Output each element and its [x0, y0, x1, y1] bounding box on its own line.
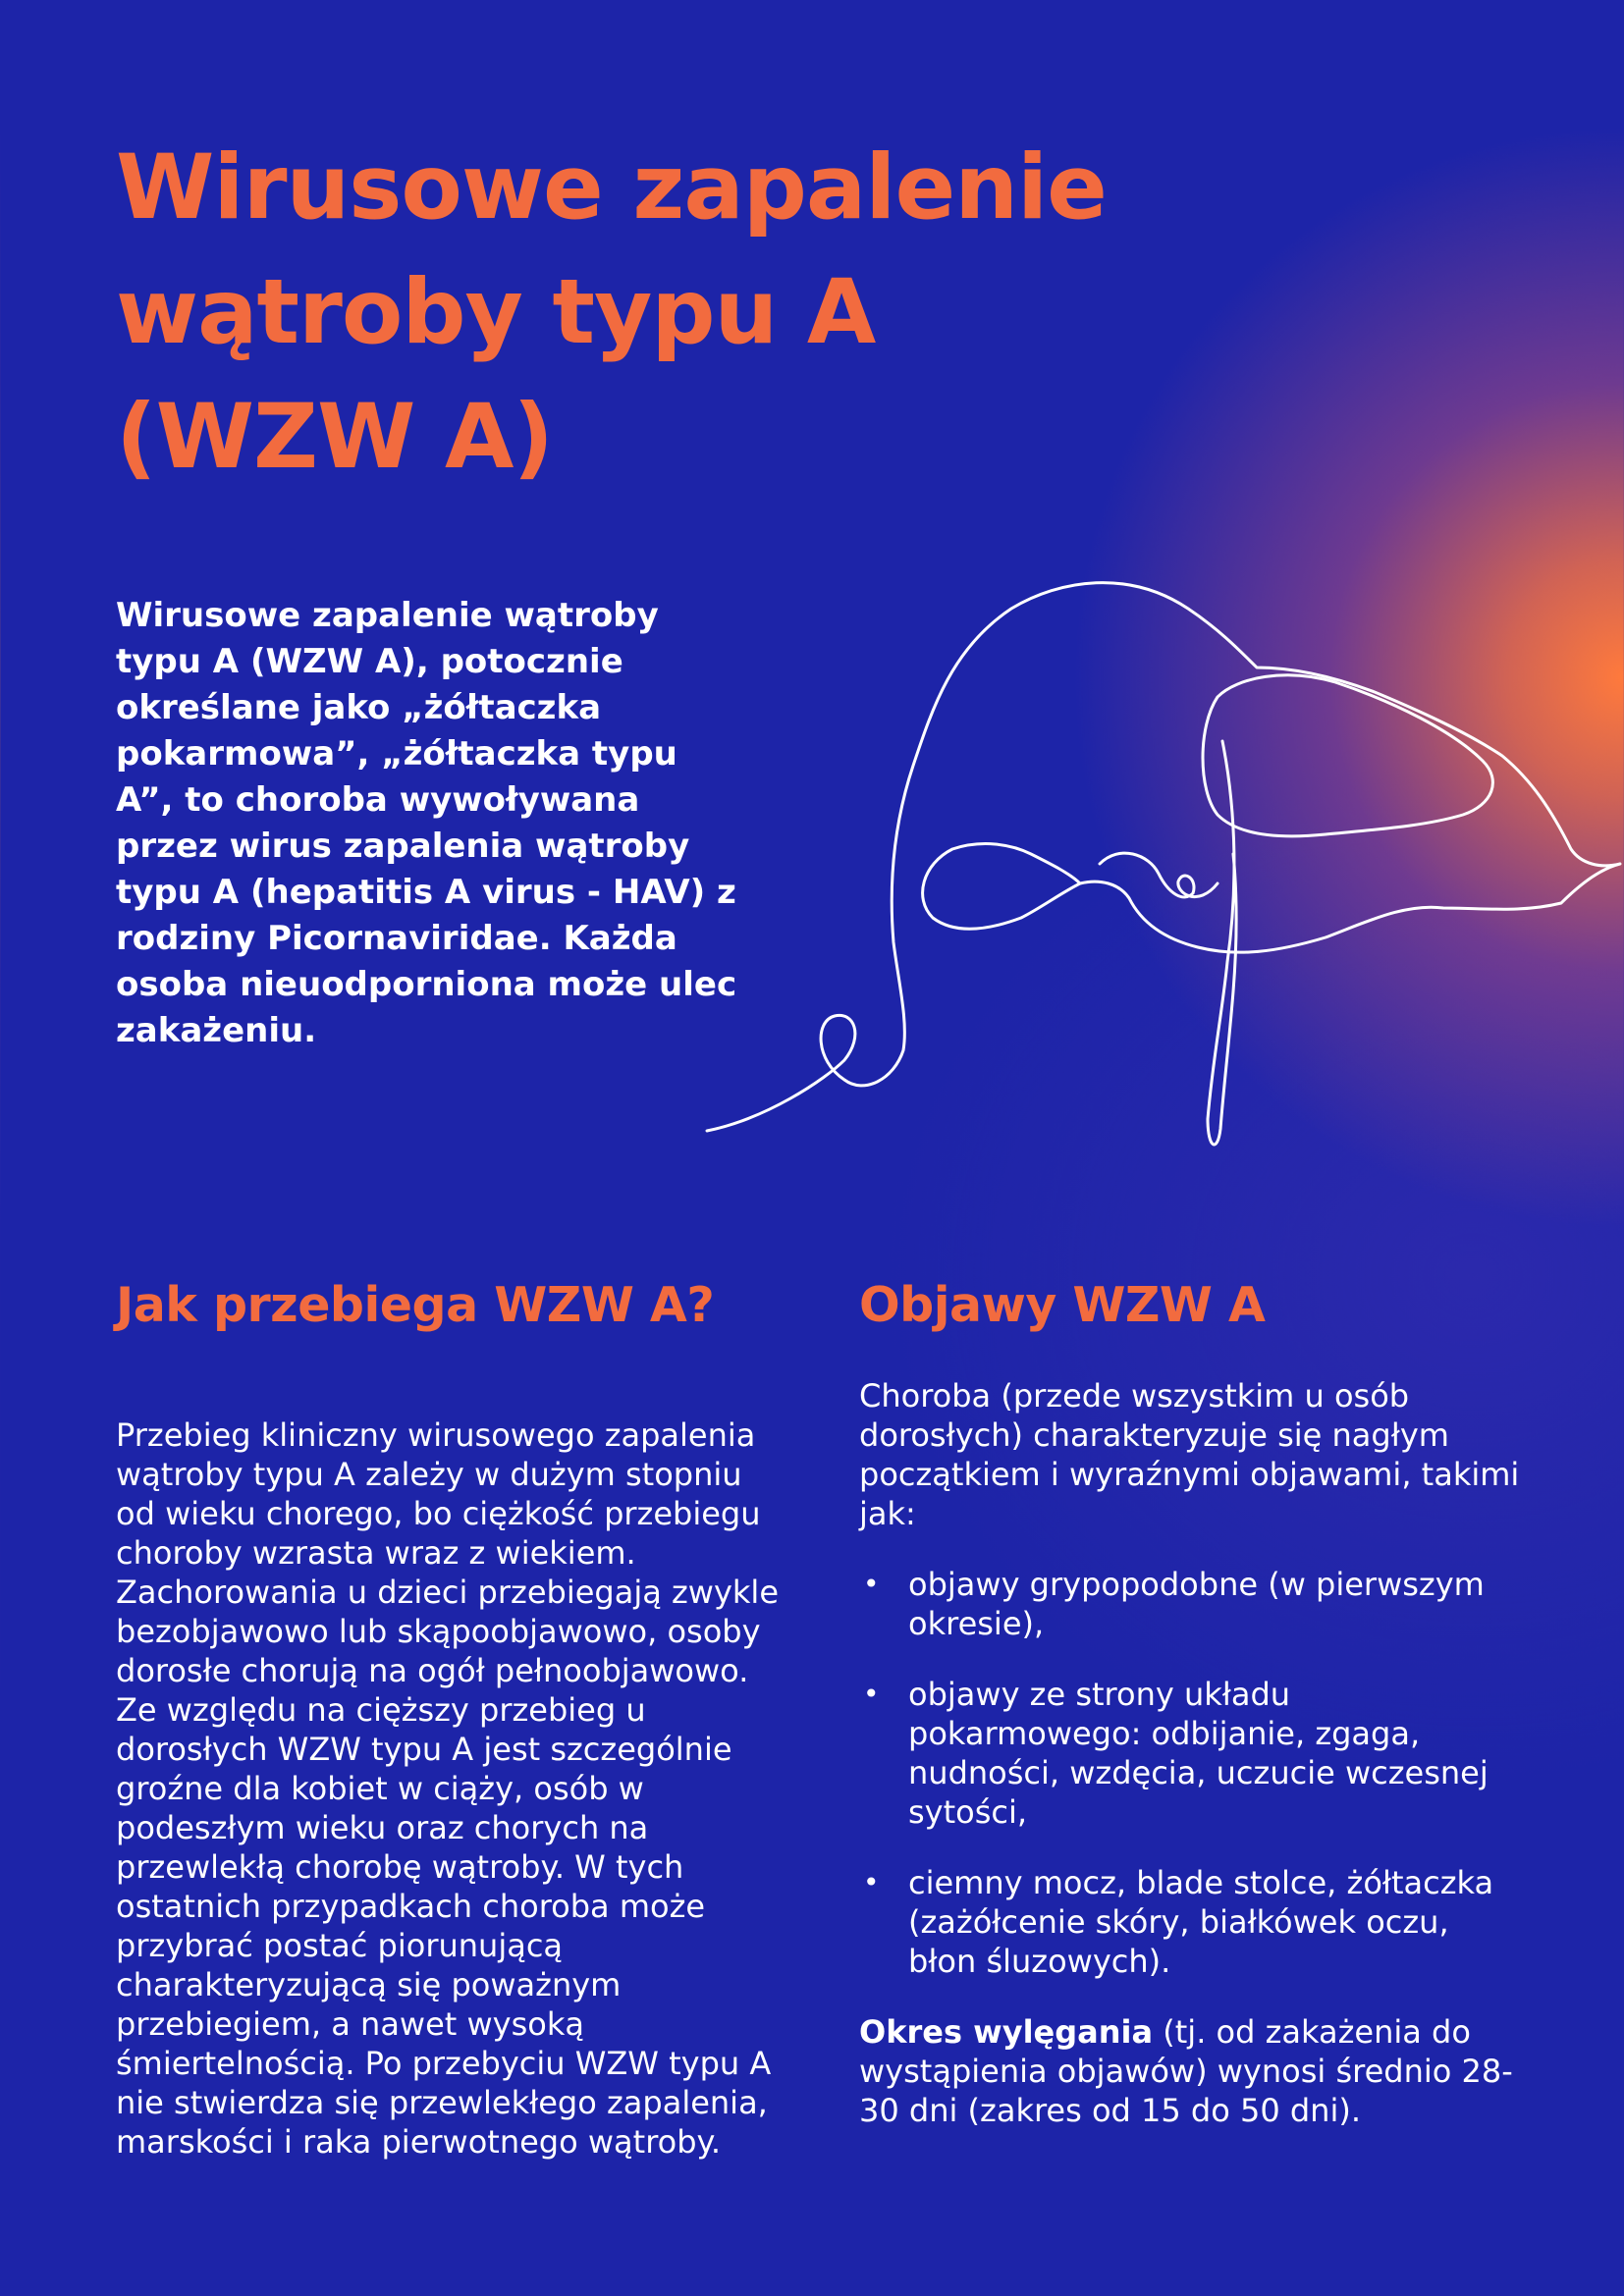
list-item: [859, 1675, 1527, 1832]
symptoms-list: [859, 1565, 1527, 1981]
bullet-icon: •: [863, 1866, 880, 1898]
incubation-paragraph: [859, 2012, 1527, 2130]
title-line-1: Wirusowe zapalenie: [116, 136, 1107, 240]
incubation-label: Okres wylęgania: [859, 2013, 1154, 2051]
list-item: [859, 1863, 1527, 1981]
bullet-icon: •: [863, 1568, 880, 1600]
symptom-text: objawy grypopodobne (w pierwszym okresie),: [908, 1566, 1485, 1642]
title-line-3: (WZW A): [116, 386, 554, 489]
course-paragraph: Przebieg kliniczny wirusowego zapalenia wątroby typu A zależy w dużym stopniu od wieku chorego, bo ciężkość przebiegu choroby wzrasta wraz z wiekiem. Zachorowania u dzieci przebiegają zwykle bezobjawowo lub skąpoobjawowo, osoby dorosłe chorują na ogół pełnoobjawowo. Ze względu na cięższy przebieg u dorosłych WZW typu A jest szczególnie groźne dla kobiet w ciąży, osób w podeszłym wieku oraz chorych na przewlekłą chorobę wątroby. W tych ostatnich przypadkach choroba może przybrać postać piorunującą charakteryzującą się poważnym przebiegiem, a nawet wysoką śmiertelnością. Po przebyciu WZW typu A nie stwierdza się przewlekłego zapalenia, marskości i raka pierwotnego wątroby.: [116, 1416, 779, 2161]
liver-line-icon: [687, 569, 1624, 1158]
symptoms-lead: Choroba (przede wszystkim u osób dorosłych) charakteryzuje się nagłym początkiem i wyraźnymi objawami, takimi jak:: [859, 1377, 1520, 1532]
bullet-icon: •: [863, 1678, 880, 1710]
title-line-2: wątroby typu A: [116, 261, 876, 364]
page-title: [116, 126, 1196, 500]
course-heading: Jak przebiega WZW A?: [116, 1277, 715, 1333]
symptom-text: ciemny mocz, blade stolce, żółtaczka (zażółcenie skóry, białkówek oczu, błon śluzowych).: [908, 1864, 1494, 1980]
course-section: [116, 1274, 784, 2162]
symptom-text: objawy ze strony układu pokarmowego: odbijanie, zgaga, nudności, wzdęcia, uczucie wczesnej sytości,: [908, 1676, 1489, 1831]
list-item: [859, 1565, 1527, 1643]
intro-paragraph: Wirusowe zapalenie wątroby typu A (WZW A), potocznie określane jako „żółtaczka pokarmowa”, „żółtaczka typu A”, to choroba wywoływana przez wirus zapalenia wątroby typu A (hepatitis A virus - HAV) z rodziny Picornaviridae. Każda osoba nieuodporniona może ulec zakażeniu.: [116, 596, 737, 1050]
incubation-text: (tj. od zakażenia do wystąpienia objawów) wynosi średnio 28-30 dni (zakres od 15 do 50 dni).: [859, 2013, 1513, 2129]
symptoms-section: [859, 1274, 1527, 2130]
symptoms-heading: Objawy WZW A: [859, 1277, 1266, 1333]
